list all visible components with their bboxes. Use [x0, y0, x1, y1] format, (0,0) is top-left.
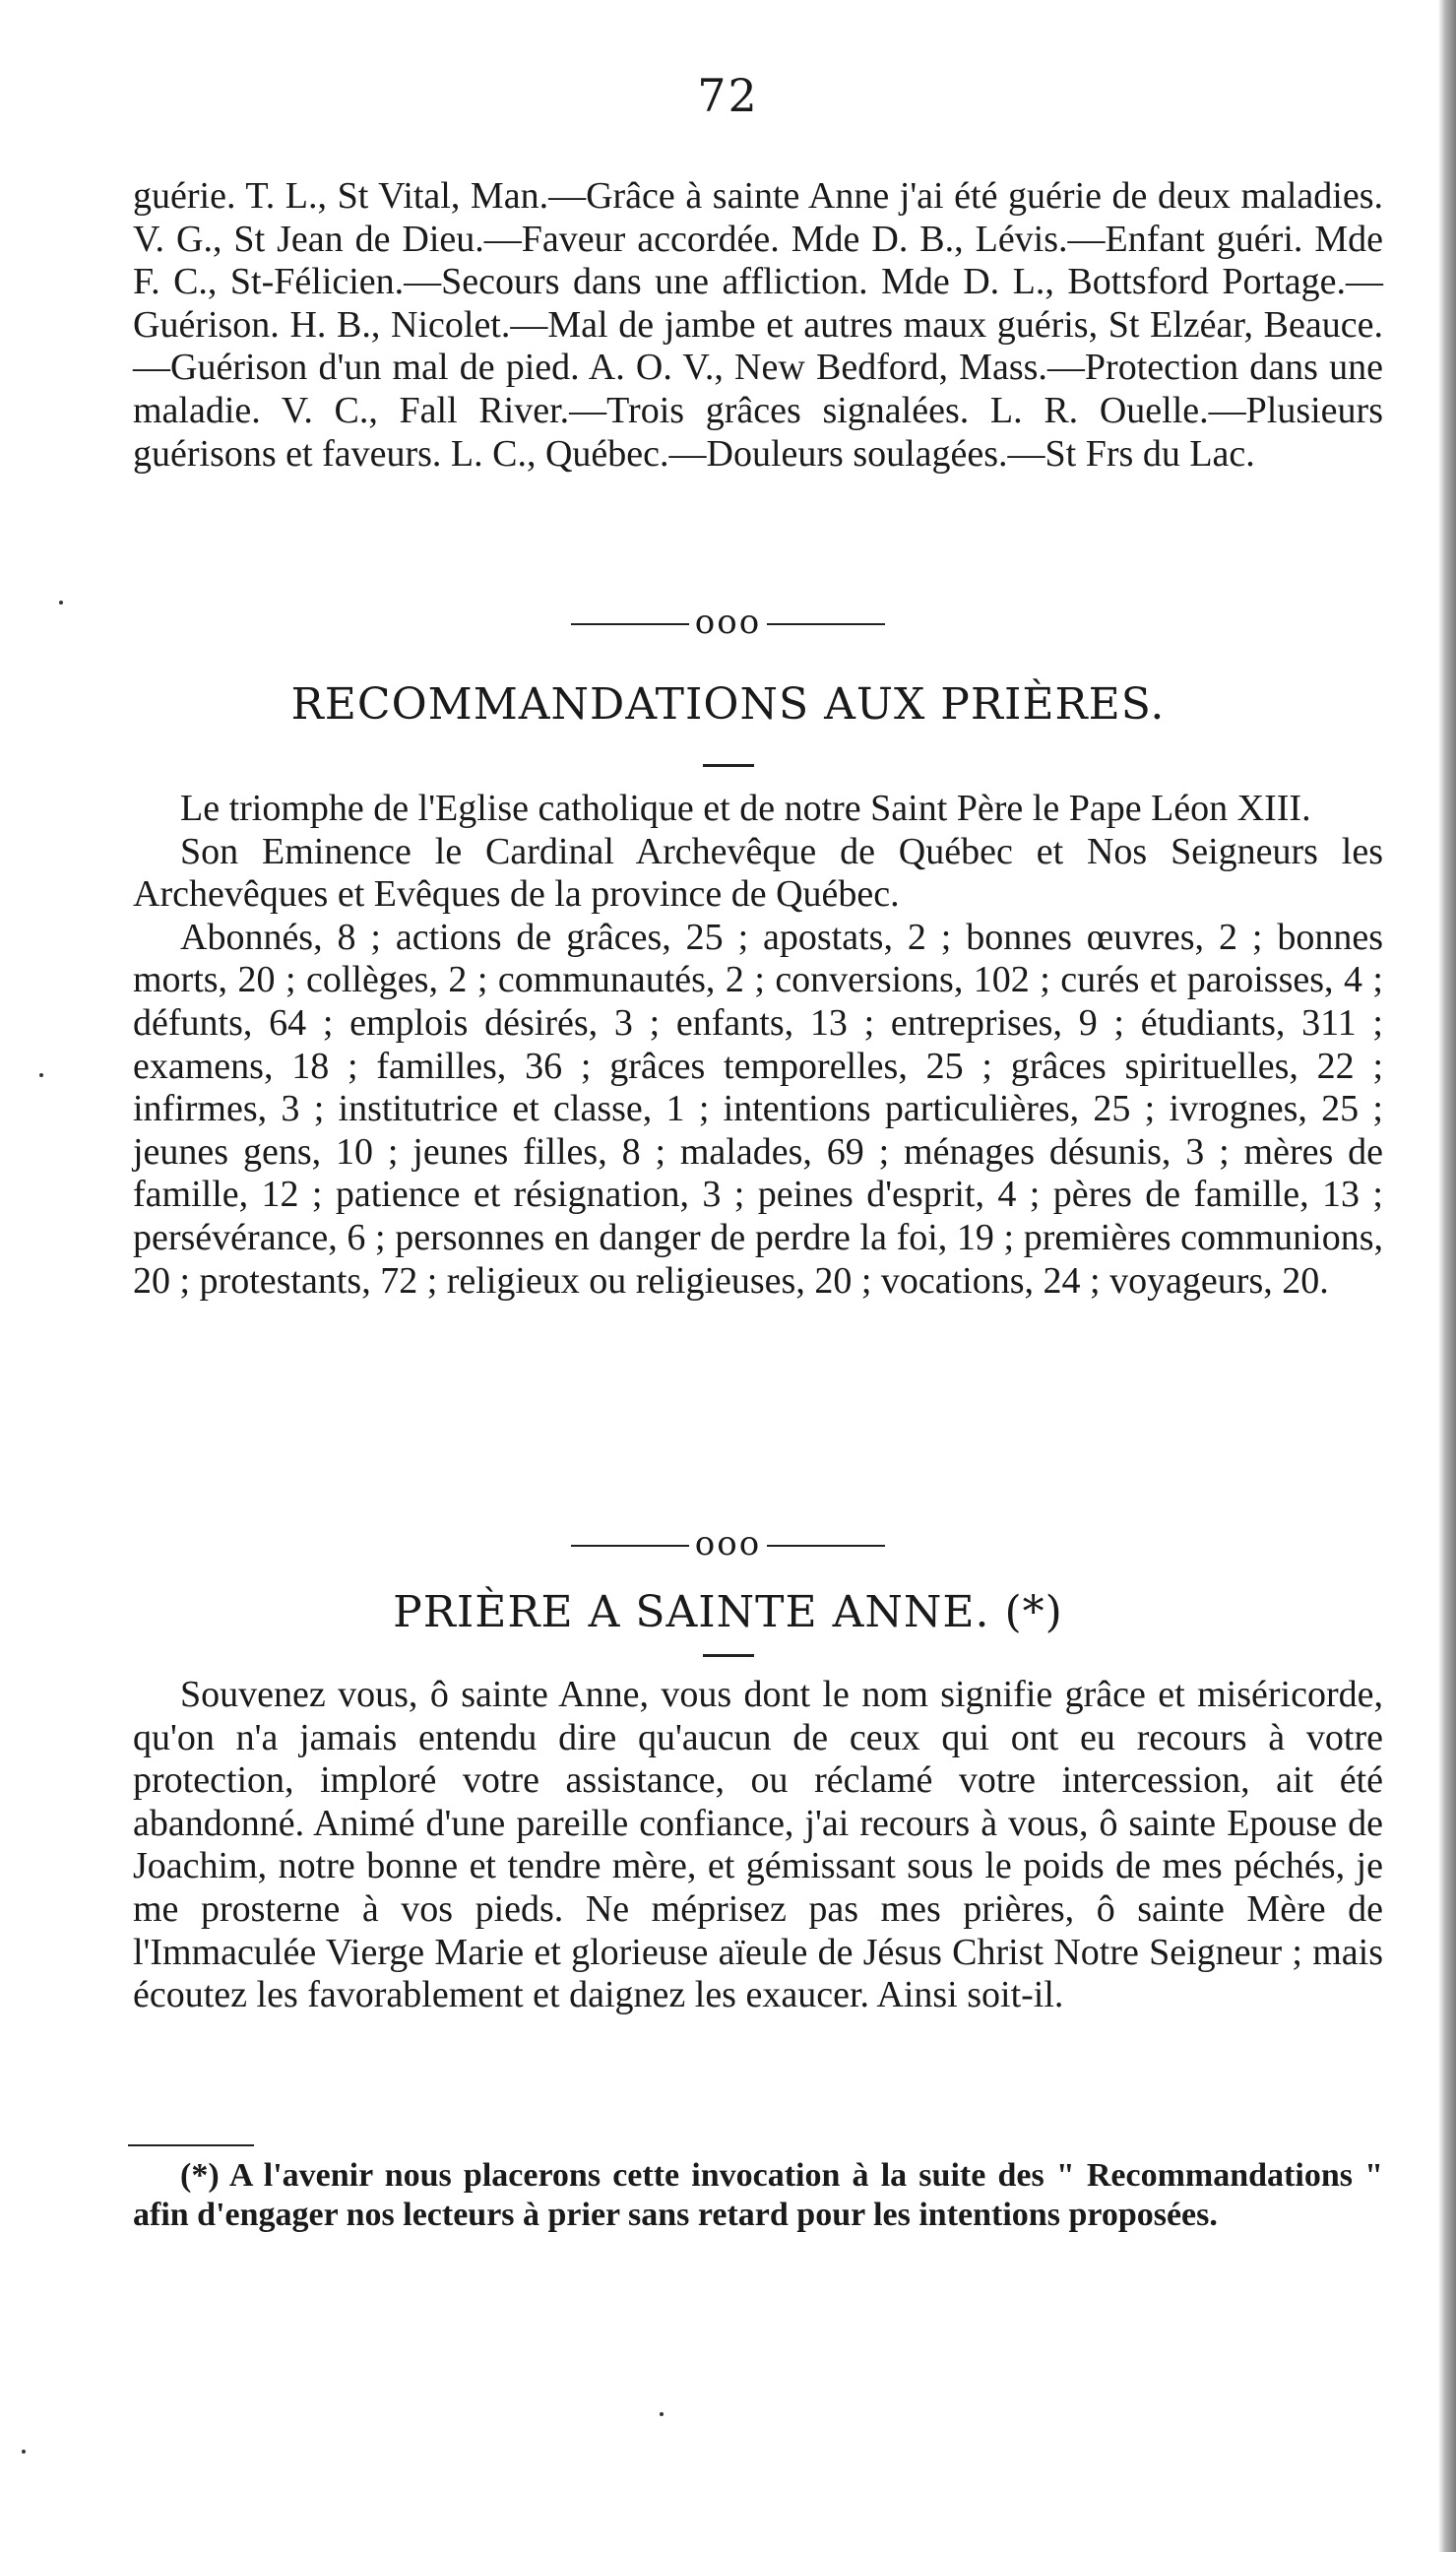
- recommendation-pope: Le triomphe de l'Eglise catholique et de notre Saint Père le Pape Léon XIII.: [180, 788, 1311, 829]
- separator-ornament-text: ooo: [694, 603, 762, 642]
- short-rule-2: [703, 1654, 754, 1657]
- heading-prayer: PRIÈRE A SAINTE ANNE. (*): [393, 1587, 1063, 1637]
- page-edge-shadow: [1438, 0, 1456, 2552]
- scan-speck: [39, 1073, 43, 1077]
- thanksgivings-list: [133, 175, 1383, 476]
- prayer-text: Souvenez vous, ô sainte Anne, vous dont le nom signifie grâce et miséricorde, qu'on n'a jamais entendu dire qu'aucun de ceux qui ont eu recours à votre protection, imploré votre assistance, ou réclamé votre intercession, ait été abandonné. Animé d'une pareille confiance, j'ai recours à vous, ô sainte Epouse de Joachim, notre bonne et tendre mère, et gémissant sous le poids de mes péchés, je me prosterne à vos pieds. Ne méprisez pas mes prières, ô sainte Mère de l'Immaculée Vierge Marie et glorieuse aïeule de Jésus Christ Notre Seigneur ; mais écoutez les favorablement et daignez les exaucer. Ainsi soit-il.: [133, 1674, 1383, 2016]
- recommendation-intentions-list: Abonnés, 8 ; actions de grâces, 25 ; apostats, 2 ; bonnes œuvres, 2 ; bonnes morts, 20 ; collèges, 2 ; communautés, 2 ; conversions, 102 ; curés et paroisses, 4 ; défunts, 64 ; emplois désirés, 3 ; enfants, 13 ; entreprises, 9 ; étudiants, 311 ; examens, 18 ; familles, 36 ; grâces temporelles, 25 ; grâces spirituelles, 22 ; infirmes, 3 ; institutrice et classe, 1 ; intentions particulières, 25 ; ivrognes, 25 ; jeunes gens, 10 ; jeunes filles, 8 ; malades, 69 ; ménages désunis, 3 ; mères de famille, 12 ; patience et résignation, 3 ; peines d'esprit, 4 ; pères de famille, 13 ; persévérance, 6 ; personnes en danger de perdre la foi, 19 ; premières communions, 20 ; protestants, 72 ; religieux ou religieuses, 20 ; vocations, 24 ; voyageurs, 20.: [133, 916, 1383, 1302]
- scan-speck: [660, 2412, 664, 2416]
- scan-speck: [22, 2450, 26, 2454]
- prayer-section: [133, 1674, 1383, 2017]
- recommendation-bishops: Son Eminence le Cardinal Archevêque de Québec et Nos Seigneurs les Archevêques et Evêques de la province de Québec.: [133, 830, 1383, 916]
- thanksgivings-text: guérie. T. L., St Vital, Man.—Grâce à sainte Anne j'ai été guérie de deux maladies. V. G., St Jean de Dieu.—Faveur accordée. Mde D. B., Lévis.—Enfant guéri. Mde F. C., St-Félicien.—Secours dans une affliction. Mde D. L., Bottsford Portage.—Guérison. H. B., Nicolet.—Mal de jambe et autres maux guéris, St Elzéar, Beauce.—Guérison d'un mal de pied. A. O. V., New Bedford, Mass.—Protection dans une maladie. V. C., Fall River.—Trois grâces signalées. L. R. Ouelle.—Plusieurs guérisons et faveurs. L. C., Québec.—Douleurs soulagées.—St Frs du Lac.: [133, 175, 1383, 475]
- scan-speck: [59, 601, 63, 605]
- page-number: 72: [697, 69, 759, 122]
- short-rule-1: [703, 764, 754, 767]
- recommendations-section: [133, 788, 1383, 1303]
- separator-ornament-2: [0, 1524, 1456, 1563]
- footnote: [133, 2156, 1383, 2235]
- separator-ornament-1: [0, 603, 1456, 642]
- footnote-text: (*) A l'avenir nous placerons cette invocation à la suite des " Recommandations " afin d'engager nos lecteurs à prier sans retard pour les intentions proposées.: [133, 2157, 1383, 2233]
- separator-ornament-text: ooo: [694, 1524, 762, 1563]
- footnote-rule: [128, 2144, 254, 2146]
- heading-recommendations: RECOMMANDATIONS AUX PRIÈRES.: [290, 679, 1166, 730]
